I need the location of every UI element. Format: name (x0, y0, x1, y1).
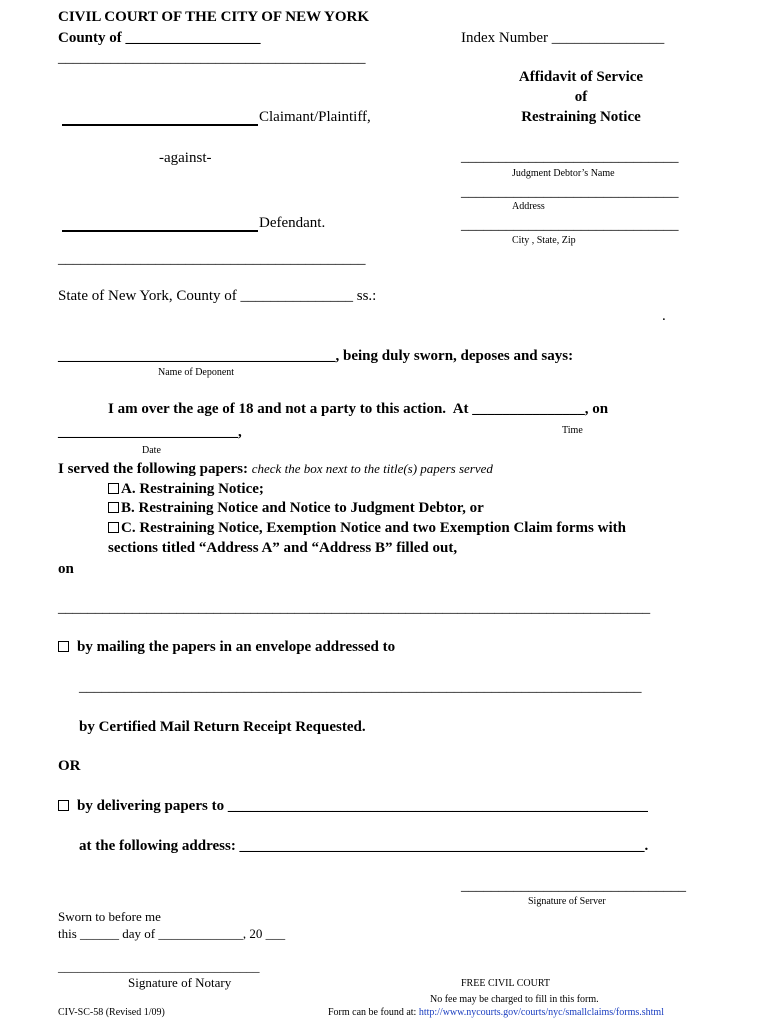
option-a-row[interactable] (108, 482, 264, 497)
debtor-address-field[interactable]: _____________________________ (461, 184, 679, 200)
delivery-address-field[interactable]: at the following address: ______________________________________________________. (79, 838, 649, 854)
option-c-row[interactable] (108, 521, 626, 536)
deponent-line[interactable]: _____________________________________, being duly sworn, deposes and says: (58, 348, 574, 364)
option-b-row[interactable] (108, 501, 484, 516)
mailing-row[interactable] (58, 640, 395, 655)
notary-signature-label: Signature of Notary (128, 975, 232, 990)
server-signature-field[interactable]: ______________________________ (461, 878, 686, 894)
option-c-continuation: sections titled “Address A” and “Address B” filled out, (108, 540, 458, 556)
forms-url-link[interactable]: http://www.nycourts.gov/courts/nyc/smallclaims/forms.shtml (418, 1007, 664, 1018)
no-fee-notice: No fee may be charged to fill in this form. (430, 994, 599, 1005)
certified-mail-label: by Certified Mail Return Receipt Requested. (79, 719, 366, 735)
served-heading-row (58, 462, 493, 477)
age-statement[interactable]: I am over the age of 18 and not a party to this action. At _______________, on (108, 401, 609, 417)
option-c-checkbox[interactable] (108, 522, 119, 533)
defendant-name-field[interactable] (62, 230, 258, 232)
or-label: OR (58, 758, 81, 774)
venue-line[interactable]: State of New York, County of _______________ ss.: (58, 288, 377, 304)
court-title: CIVIL COURT OF THE CITY OF NEW YORK (58, 9, 370, 25)
mailing-address-field[interactable]: ___________________________________________________________________________ (79, 679, 642, 695)
doc-title-line1: Affidavit of Service (518, 69, 644, 85)
debtor-city-label: City , State, Zip (512, 235, 576, 246)
caption-divider-top: _________________________________________ (58, 50, 366, 66)
defendant-label: Defendant. (259, 215, 326, 231)
form-id: CIV-SC-58 (Revised 1/09) (58, 1007, 165, 1018)
form-location (328, 1008, 664, 1018)
debtor-city-field[interactable]: _____________________________ (461, 217, 679, 233)
county-field[interactable]: County of __________________ (58, 30, 261, 46)
stray-dot: . (662, 308, 666, 324)
notary-signature-field[interactable]: _______________________________ (58, 959, 260, 974)
date-label: Date (142, 445, 161, 456)
claimant-name-field[interactable] (62, 124, 258, 126)
free-civil-court: FREE CIVIL COURT (461, 978, 551, 989)
form-location-prefix: Form can be found at: (328, 1007, 417, 1018)
delivery-row[interactable] (58, 799, 648, 814)
sworn-date-field[interactable]: this ______ day of _____________, 20 ___ (58, 926, 286, 941)
deponent-label: Name of Deponent (158, 367, 235, 378)
date-field[interactable]: ________________________, (58, 424, 242, 440)
debtor-name-label: Judgment Debtor’s Name (512, 168, 615, 179)
sworn-label: Sworn to before me (58, 909, 161, 924)
caption-divider-bottom: _________________________________________ (58, 251, 366, 267)
server-signature-label: Signature of Server (528, 896, 606, 907)
on-date-field[interactable]: ________________________________________________________________________________ (58, 600, 651, 616)
option-a-label: A. Restraining Notice; (121, 481, 264, 497)
against-label: -against- (159, 150, 212, 166)
debtor-name-field[interactable]: _____________________________ (461, 149, 679, 165)
doc-title-line2: of (574, 89, 588, 105)
served-instruction: check the box next to the title(s) papers served (251, 461, 493, 476)
served-heading: I served the following papers: (58, 461, 248, 477)
delivery-label: by delivering papers to ________________________________________________________ (77, 798, 648, 814)
mailing-checkbox[interactable] (58, 641, 69, 652)
doc-title-line3: Restraining Notice (521, 109, 641, 125)
debtor-address-label: Address (512, 201, 545, 212)
time-label: Time (562, 425, 583, 436)
mailing-label: by mailing the papers in an envelope addressed to (77, 639, 396, 655)
option-b-label: B. Restraining Notice and Notice to Judgment Debtor, or (121, 500, 484, 516)
option-c-label: C. Restraining Notice, Exemption Notice and two Exemption Claim forms with (121, 520, 626, 536)
index-number-field[interactable]: Index Number _______________ (461, 30, 665, 46)
on-label: on (58, 561, 74, 577)
claimant-label: Claimant/Plaintiff, (259, 109, 371, 125)
option-a-checkbox[interactable] (108, 483, 119, 494)
delivery-checkbox[interactable] (58, 800, 69, 811)
option-b-checkbox[interactable] (108, 502, 119, 513)
